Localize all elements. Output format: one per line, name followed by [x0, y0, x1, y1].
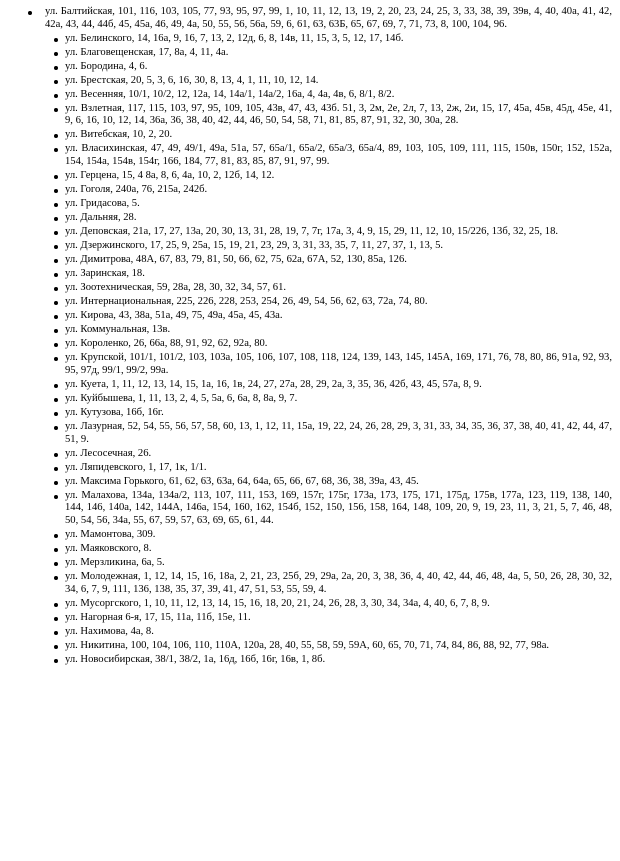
list-item: ул. Лазурная, 52, 54, 55, 56, 57, 58, 60, 13, 1, 12, 11, 15а, 19, 22, 24, 26, 28, 29, 3, 31, 33, 34, 35, 36, 37, 38, 40, 41, 42, 44, 47, 51, 9.	[65, 420, 612, 445]
list-item: ул. Новосибирская, 38/1, 38/2, 1а, 16д, 16б, 16г, 16в, 1, 8б.	[65, 654, 612, 667]
list-item: ул. Максима Горького, 61, 62, 63, 63а, 64, 64а, 65, 66, 67, 68, 36, 38, 39а, 43, 45.	[65, 476, 612, 489]
list-item: ул. Благовещенская, 17, 8а, 4, 11, 4а.	[65, 47, 612, 60]
list-item: ул. Короленко, 26, 66а, 88, 91, 92, 62, 92а, 80.	[65, 338, 612, 351]
list-item: ул. Дзержинского, 17, 25, 9, 25а, 15, 19, 21, 23, 29, 3, 31, 33, 35, 7, 11, 27, 37, 1, 13, 5.	[65, 240, 612, 253]
nested-list-wrapper	[45, 33, 612, 667]
list-item: ул. Лесосечная, 26.	[65, 448, 612, 461]
list-item: ул. Куйбышева, 1, 11, 13, 2, 4, 5, 5а, 6, 6а, 8, 8а, 9, 7.	[65, 393, 612, 406]
list-item: ул. Власихинская, 47, 49, 49/1, 49а, 51а, 57, 65а/1, 65а/2, 65а/3, 65а/4, 89, 103, 105, 109, 111, 115, 150в, 150г, 152, 152а, 154, 154а, 154в, 154г, 166, 184, 77, 81, 83, 85, 87, 91, 97, 99.	[65, 143, 612, 168]
list-item: ул. Куета, 1, 11, 12, 13, 14, 15, 1а, 16, 1в, 24, 27, 27а, 28, 29, 2а, 3, 35, 36, 42б, 43, 45, 57а, 8, 9.	[65, 379, 612, 392]
list-item: ул. Молодежная, 1, 12, 14, 15, 16, 18а, 2, 21, 23, 25б, 29, 29а, 2а, 20, 3, 38, 36, 4, 40, 42, 44, 46, 48, 4а, 5, 50, 26, 28, 30, 32, 34, 6, 7, 9, 111, 136, 138, 35, 37, 39, 41, 47, 51, 53, 55, 59, 4.	[65, 570, 612, 595]
list-item: ул. Крупской, 101/1, 101/2, 103, 103а, 105, 106, 107, 108, 118, 124, 139, 143, 145, 145А, 169, 171, 76, 78, 80, 86, 91а, 92, 93, 95, 97д, 99/1, 99/2, 99а.	[65, 352, 612, 376]
list-item: ул. Витебская, 10, 2, 20.	[65, 129, 612, 142]
list-item: ул. Бородина, 4, 6.	[65, 61, 612, 74]
list-item-baltiyskaya: ул. Балтийская, 101, 116, 103, 105, 77, 93, 95, 97, 99, 1, 10, 11, 12, 13, 19, 2, 20, 23, 24, 25, 3, 33, 38, 39, 39в, 4, 40, 40а, 41, 42, 42а, 43, 44, 44б, 45, 45а, 46, 49, 4а, 50, 55, 56, 56а, 59, 6, 61, 63, 63Б, 65, 67, 69, 7, 71, 73, 8, 100, 104, 96.	[45, 6, 612, 30]
street-sublist	[45, 33, 612, 667]
list-item: ул. Нагорная 6-я, 17, 15, 11а, 11б, 15е, 11.	[65, 612, 612, 625]
list-item: ул. Малахова, 134а, 134а/2, 113, 107, 111, 153, 169, 157г, 175г, 173а, 173, 175, 171, 175д, 175в, 177а, 123, 119, 138, 140, 144, 146, 140а, 142, 144А, 146а, 154, 160, 162, 154б, 152, 150, 156, 158, 164, 148, 109, 20, 9, 19, 23, 11, 3, 21, 5, 7, 46, 48, 50, 54, 56, 34а, 55, 67, 59, 57, 63, 69, 65, 61, 44.	[65, 489, 612, 526]
list-item: ул. Весенняя, 10/1, 10/2, 12, 12а, 14, 14а/1, 14а/2, 16а, 4, 4а, 4в, 6, 8/1, 8/2.	[65, 89, 612, 102]
list-item: ул. Гридасова, 5.	[65, 198, 612, 211]
list-item: ул. Интернациональная, 225, 226, 228, 253, 254, 26, 49, 54, 56, 62, 63, 72а, 74, 80.	[65, 296, 612, 309]
list-item: ул. Мусоргского, 1, 10, 11, 12, 13, 14, 15, 16, 18, 20, 21, 24, 26, 28, 3, 30, 34, 34а, 4, 40, 6, 7, 8, 9.	[65, 598, 612, 611]
list-item: ул. Ляпидевского, 1, 17, 1к, 1/1.	[65, 462, 612, 475]
list-item: ул. Дальняя, 28.	[65, 212, 612, 225]
street-list	[0, 6, 612, 666]
list-item: ул. Белинского, 14, 16а, 9, 16, 7, 13, 2, 12д, 6, 8, 14в, 11, 15, 3, 5, 12, 17, 14б.	[65, 33, 612, 46]
list-item: ул. Никитина, 100, 104, 106, 110, 110А, 120а, 28, 40, 55, 58, 59, 59А, 60, 65, 70, 71, 74, 84, 86, 88, 92, 77, 98а.	[65, 640, 612, 653]
list-item: ул. Гоголя, 240а, 76, 215а, 242б.	[65, 184, 612, 197]
list-item: ул. Мамонтова, 309.	[65, 529, 612, 542]
list-item: ул. Димитрова, 48А, 67, 83, 79, 81, 50, 66, 62, 75, 62а, 67А, 52, 130, 85а, 126.	[65, 254, 612, 267]
list-item: ул. Маяковского, 8.	[65, 543, 612, 556]
list-item: ул. Нахимова, 4а, 8.	[65, 626, 612, 639]
list-item: ул. Заринская, 18.	[65, 268, 612, 281]
list-item: ул. Герцена, 15, 4 8а, 8, 6, 4а, 10, 2, 12б, 14, 12.	[65, 170, 612, 183]
list-item: ул. Коммунальная, 13в.	[65, 324, 612, 337]
list-item: ул. Мерзликина, 6а, 5.	[65, 557, 612, 570]
list-item: ул. Деповская, 21а, 17, 27, 13а, 20, 30, 13, 31, 28, 19, 7, 7г, 17а, 3, 4, 9, 15, 29, 11, 12, 10, 15/226, 13б, 32, 25, 18.	[65, 226, 612, 239]
list-item: ул. Кирова, 43, 38а, 51а, 49, 75, 49а, 45а, 45, 43а.	[65, 310, 612, 323]
list-item: ул. Взлетная, 117, 115, 103, 97, 95, 109, 105, 43в, 47, 43, 43б. 51, 3, 2м, 2е, 2л, 7, 13, 2ж, 2и, 15, 17, 45а, 45в, 45д, 45е, 41, 9, 6, 16, 10, 12, 14, 36а, 36, 38, 40, 42, 44, 46, 50, 54, 58, 71, 81, 85, 87, 91, 32, 30, 30а, 28.	[65, 102, 612, 127]
list-item: ул. Зоотехническая, 59, 28а, 28, 30, 32, 34, 57, 61.	[65, 282, 612, 295]
list-item: ул. Кутузова, 16б, 16г.	[65, 407, 612, 420]
list-item: ул. Брестская, 20, 5, 3, 6, 16, 30, 8, 13, 4, 1, 11, 10, 12, 14.	[65, 75, 612, 88]
